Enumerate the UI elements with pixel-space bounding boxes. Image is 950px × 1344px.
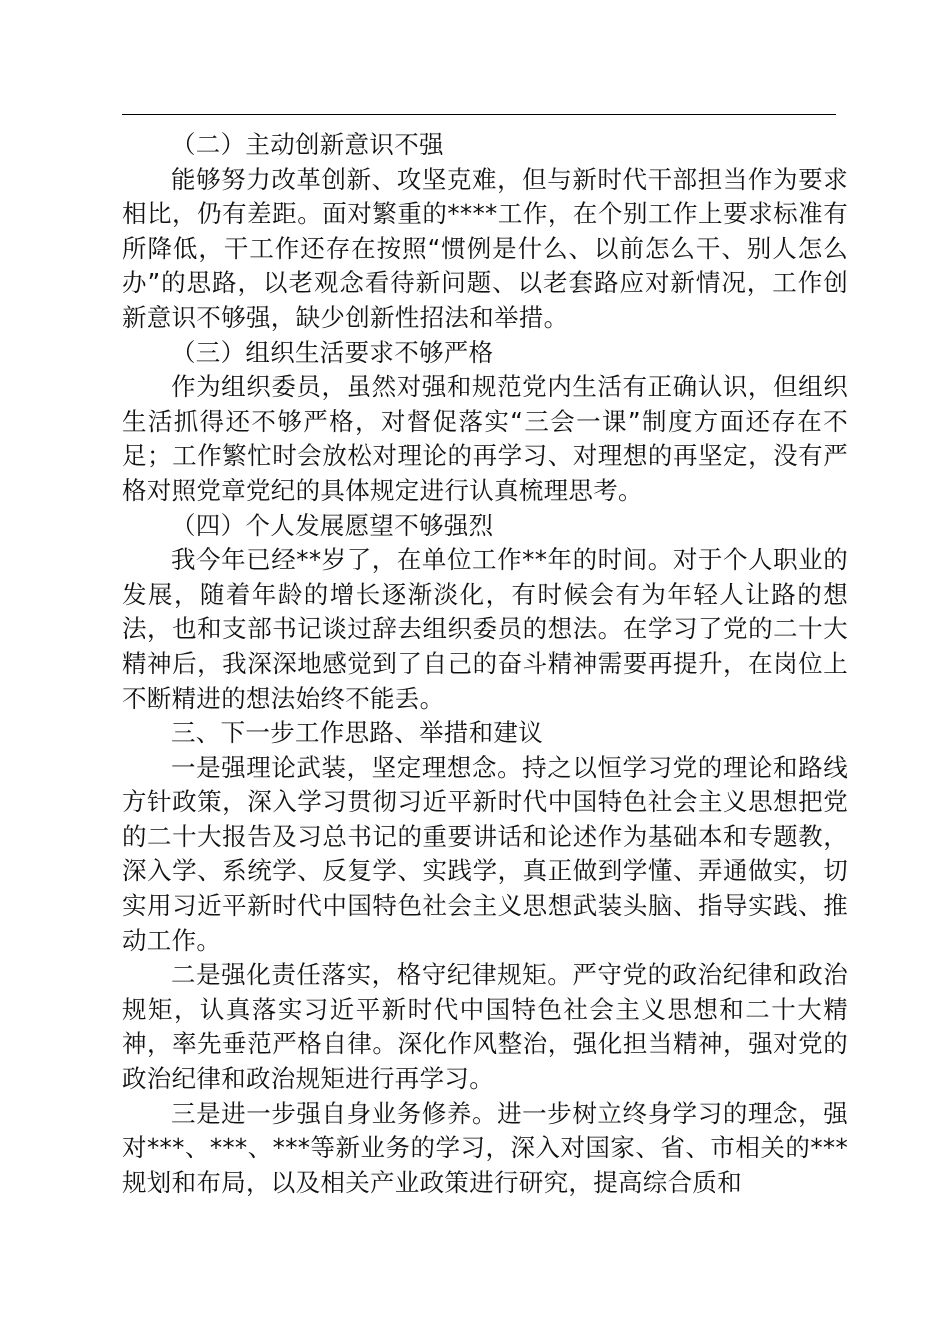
section-heading-innovation: （二）主动创新意识不强 (171, 130, 444, 159)
paragraph-discipline: 二是强化责任落实，格守纪律规矩。严守党的政治纪律和政治规矩，认真落实习近平新时代中国特色社会主义思想和二十大精神，率先垂范严格自律。深化作风整治，强化担当精神，强对党的政治纪律和政治规矩进行再学习。 (122, 960, 848, 1094)
header-rule (122, 114, 836, 115)
paragraph-innovation: 能够努力改革创新、攻坚克难，但与新时代干部担当作为要求相比，仍有差距。面对繁重的****工作，在个别工作上要求标准有所降低，干工作还存在按照“惯例是什么、以前怎么干、别人怎么办”的思路，以老观念看待新问题、以老套路应对新情况，工作创新意识不够强，缺少创新性招法和举措。 (122, 164, 848, 332)
document-body (122, 128, 848, 1200)
section-heading-personal-development: （四）个人发展愿望不够强烈 (171, 510, 494, 540)
paragraph-business: 三是进一步强自身业务修养。进一步树立终身学习的理念，强对***、***、***等新业务的学习，深入对国家、省、市相关的***规划和布局，以及相关产业政策进行研究，提高综合质和 (122, 1098, 848, 1197)
paragraph-personal-development: 我今年已经**岁了，在单位工作**年的时间。对于个人职业的发展，随着年龄的增长逐渐淡化，有时候会有为年轻人让路的想法，也和支部书记谈过辞去组织委员的想法。在学习了党的二十大精神后，我深深地感觉到了自己的奋斗精神需要再提升，在岗位上不断精进的想法始终不能丢。 (122, 545, 848, 713)
section-heading-org-life: （三）组织生活要求不够严格 (171, 337, 494, 367)
paragraph-org-life: 作为组织委员，虽然对强和规范党内生活有正确认识，但组织生活抓得还不够严格，对督促落实“三会一课”制度方面还存在不足；工作繁忙时会放松对理论的再学习、对理想的再坚定，没有严格对照党章党纪的具体规定进行认真梳理思考。 (122, 372, 848, 505)
paragraph-theory: 一是强理论武装，坚定理想念。持之以恒学习党的理论和路线方针政策，深入学习贯彻习近平新时代中国特色社会主义思想把党的二十大报告及习总书记的重要讲话和论述作为基础本和专题教，深入学、系统学、反复学、实践学，真正做到学懂、弄通做实，切实用习近平新时代中国特色社会主义思想武装头脑、指导实践、推动工作。 (122, 752, 848, 955)
section-heading-next-steps: 三、下一步工作思路、举措和建议 (171, 718, 543, 748)
